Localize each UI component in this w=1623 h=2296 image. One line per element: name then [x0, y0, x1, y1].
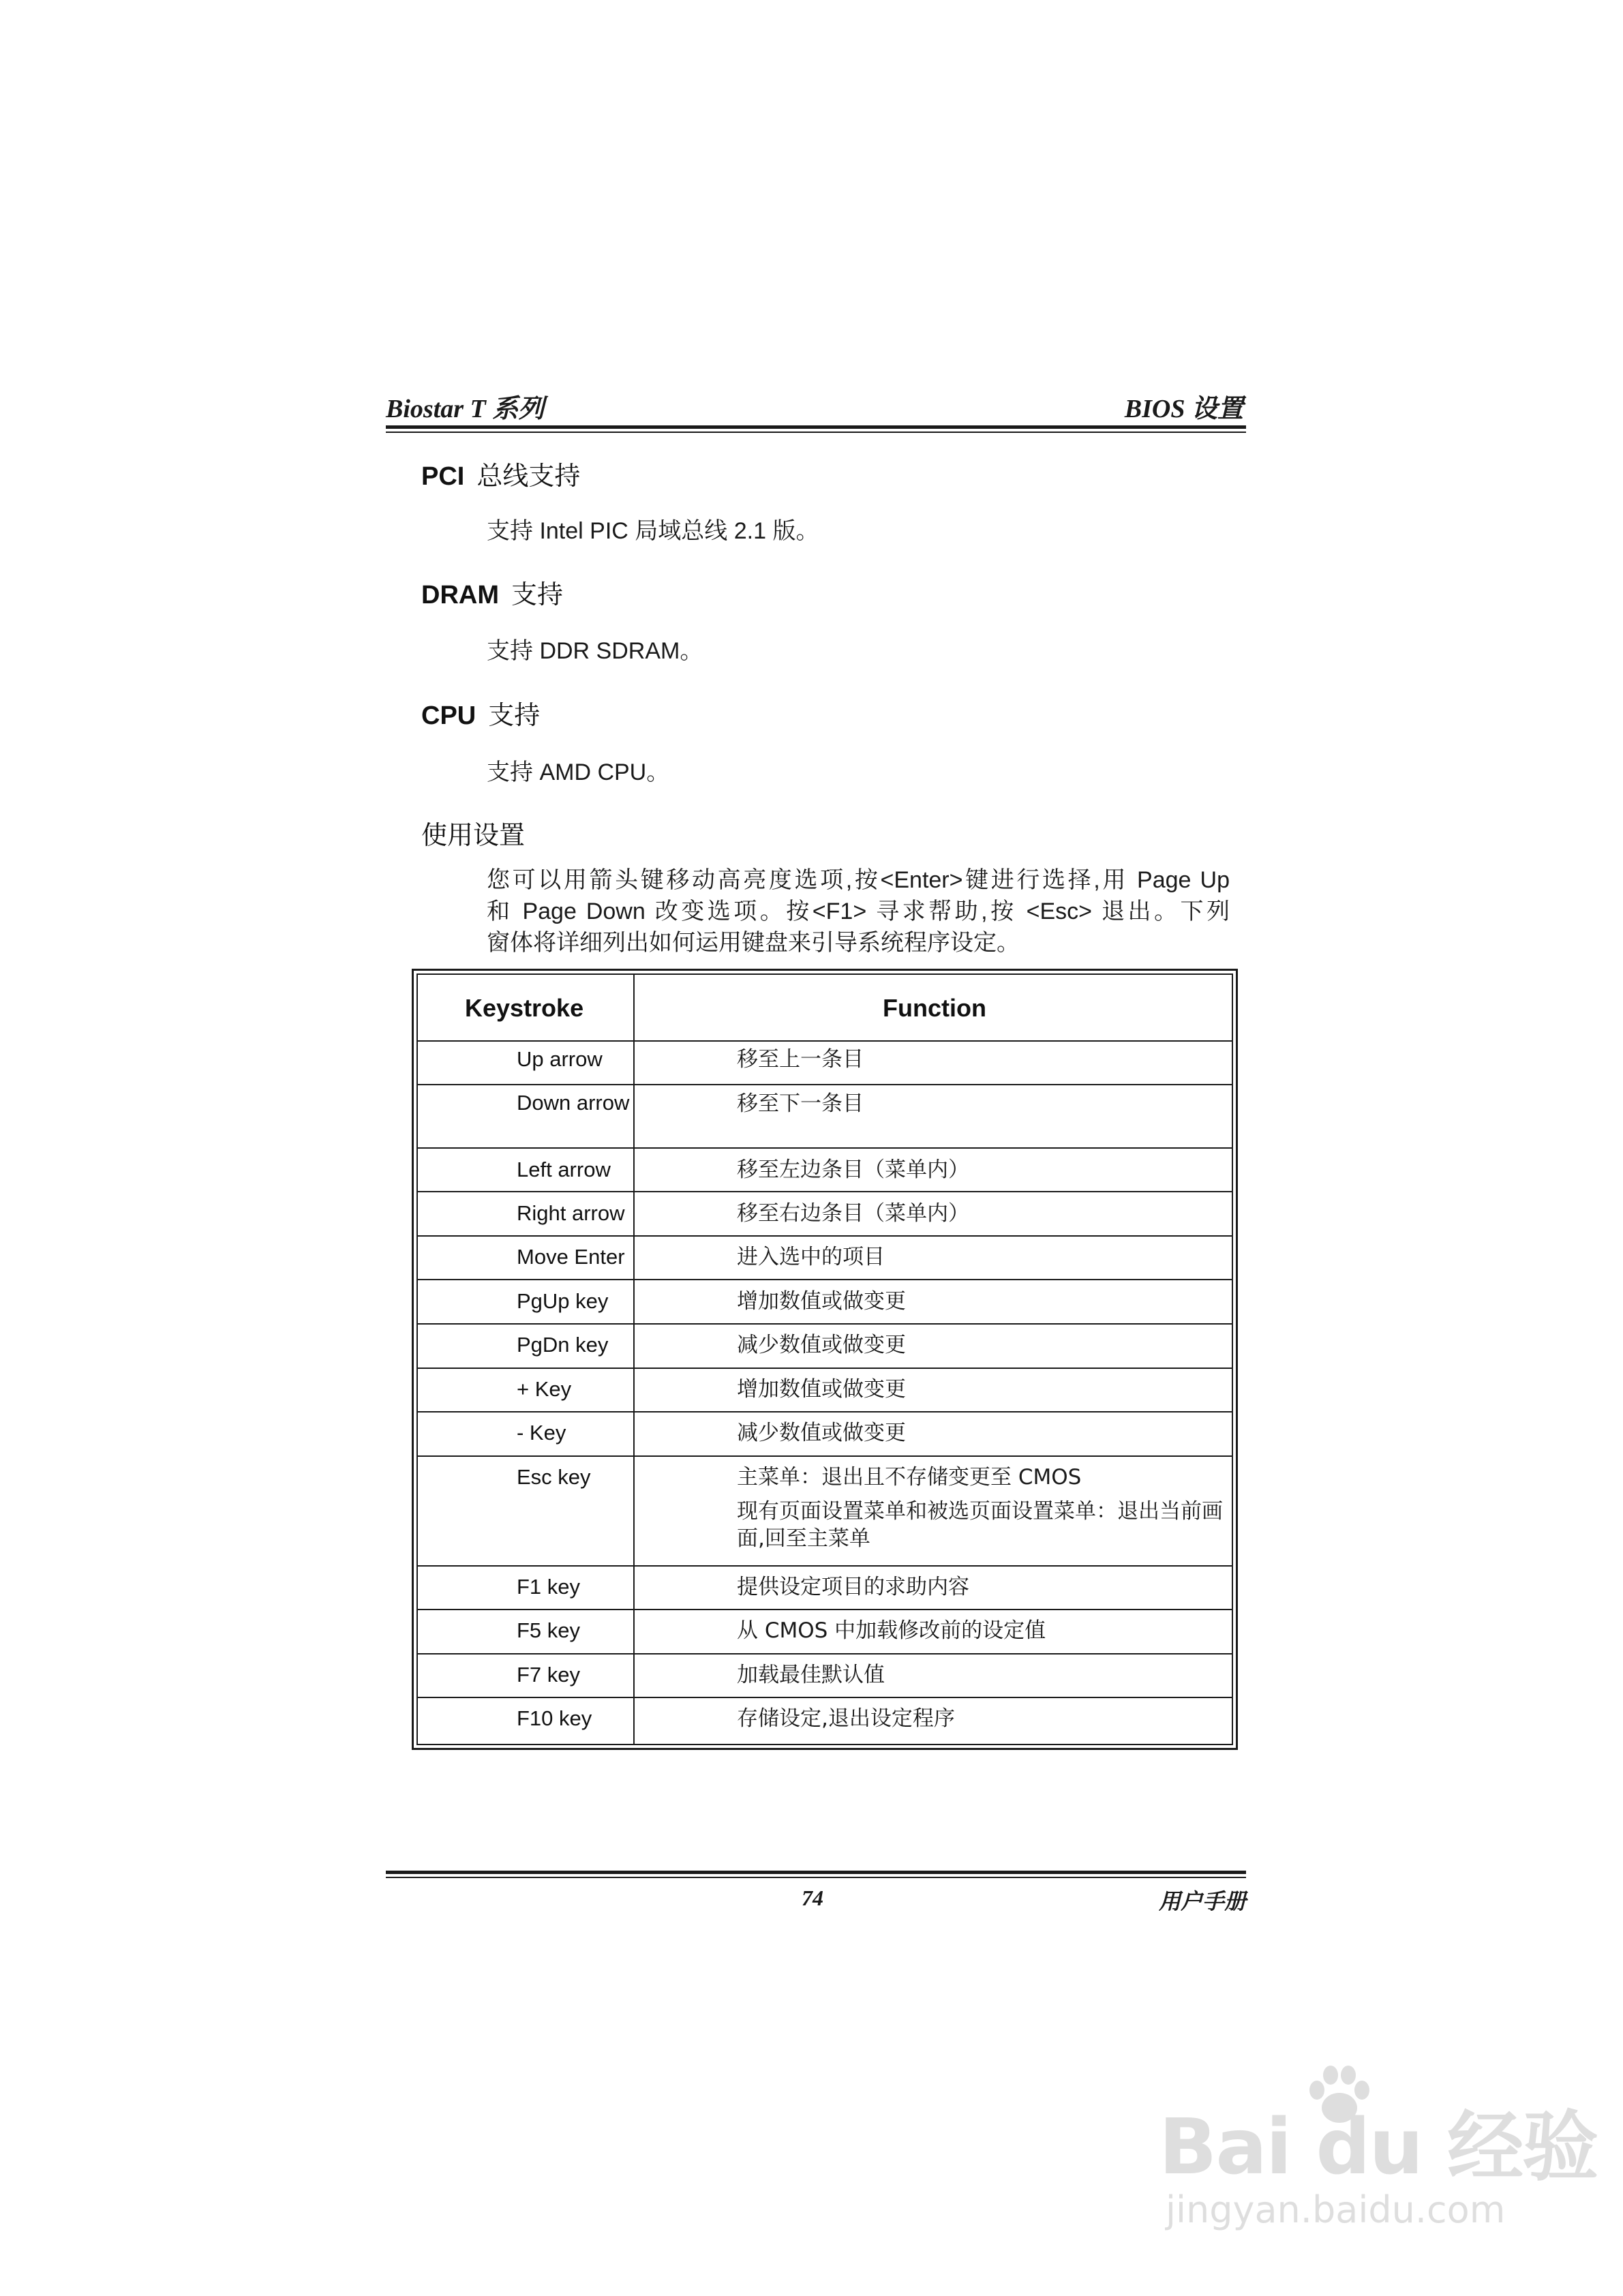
function-line: 减少数值或做变更	[737, 1333, 906, 1357]
section-heading-pci-zh: 总线支持	[476, 461, 581, 491]
section-heading-pci-en: PCI	[421, 462, 465, 491]
function-line: 从 CMOS 中加载修改前的设定值	[737, 1618, 1046, 1643]
table-cell-function	[737, 1286, 1232, 1316]
table-row-divider	[416, 1609, 1233, 1610]
table-cell-keystroke: Down arrow	[517, 1091, 630, 1115]
table-cell-keystroke: PgDn key	[517, 1333, 609, 1357]
table-cell-function	[737, 1330, 1232, 1360]
page-number: 74	[802, 1886, 823, 1910]
table-row-divider	[416, 1084, 1233, 1085]
function-line: 增加数值或做变更	[737, 1289, 906, 1314]
header-product-series: Biostar T 系列	[386, 395, 545, 423]
table-row-divider	[416, 1235, 1233, 1237]
footer-rule-thick	[386, 1871, 1246, 1874]
function-line: 加载最佳默认值	[737, 1663, 885, 1687]
function-line: 面,回至主菜单	[737, 1526, 870, 1551]
section-heading-cpu	[421, 694, 540, 731]
table-cell-function	[737, 1044, 1232, 1074]
table-row-divider	[416, 1147, 1233, 1149]
table-column-divider	[633, 973, 635, 1745]
section-heading-pci	[421, 455, 580, 492]
header-rule-thin	[386, 432, 1246, 433]
watermark-url: jingyan.baidu.com	[1166, 2188, 1506, 2231]
table-header-function: Function	[883, 994, 986, 1022]
usage-paragraph-line: 和 Page Down 改变选项。按<F1> 寻求帮助,按 <Esc> 退出。下列	[487, 898, 1230, 924]
section-heading-cpu-zh: 支持	[488, 700, 541, 730]
function-line: 移至下一条目	[737, 1091, 864, 1116]
table-cell-function	[737, 1418, 1232, 1448]
table-cell-keystroke: F5 key	[517, 1618, 581, 1642]
table-cell-function	[737, 1089, 1232, 1119]
table-cell-function	[737, 1462, 1232, 1552]
footer-manual-title: 用户手册	[1158, 1888, 1246, 1914]
section-body-pci: 支持 Intel PIC 局域总线 2.1 版。	[487, 518, 819, 544]
table-cell-keystroke: Right arrow	[517, 1201, 625, 1225]
table-cell-keystroke: Up arrow	[517, 1047, 603, 1071]
table-cell-keystroke: PgUp key	[517, 1289, 609, 1313]
section-heading-usage-zh: 使用设置	[421, 820, 526, 850]
watermark-brand: Bai du 经验	[1159, 2103, 1598, 2192]
header-chapter-title: BIOS 设置	[1124, 395, 1243, 423]
function-line: 主菜单：退出且不存储变更至 CMOS	[737, 1465, 1082, 1490]
header-rule-thick	[386, 425, 1246, 429]
table-cell-function	[737, 1704, 1232, 1734]
usage-paragraph	[487, 864, 1230, 958]
function-line: 移至上一条目	[737, 1047, 864, 1072]
usage-paragraph-line: 窗体将详细列出如何运用键盘来引导系统程序设定。	[487, 930, 1020, 956]
function-line: 减少数值或做变更	[737, 1421, 906, 1445]
function-line: 提供设定项目的求助内容	[737, 1575, 969, 1599]
table-cell-keystroke: Left arrow	[517, 1158, 611, 1181]
table-cell-keystroke: Move Enter	[517, 1245, 625, 1269]
table-row-divider	[416, 1455, 1233, 1457]
table-cell-function	[737, 1374, 1232, 1404]
section-heading-cpu-en: CPU	[421, 701, 476, 730]
table-cell-keystroke: + Key	[517, 1377, 572, 1401]
table-cell-function	[737, 1198, 1232, 1228]
table-row-divider	[416, 1368, 1233, 1369]
usage-paragraph-line: 您可以用箭头键移动高亮度选项,按<Enter>键进行选择,用 Page Up	[487, 867, 1230, 893]
footer-rule-thin	[386, 1877, 1246, 1878]
table-row-divider	[416, 1565, 1233, 1567]
section-body-cpu: 支持 AMD CPU。	[487, 759, 670, 785]
function-line: 现有页面设置菜单和被选页面设置菜单：退出当前画	[737, 1499, 1223, 1524]
table-row-divider	[416, 1653, 1233, 1655]
table-cell-keystroke: - Key	[517, 1421, 566, 1445]
table-cell-function	[737, 1572, 1232, 1602]
function-line: 增加数值或做变更	[737, 1377, 906, 1402]
table-cell-keystroke: F7 key	[517, 1663, 581, 1687]
table-cell-function	[737, 1155, 1232, 1185]
table-row-divider	[416, 1191, 1233, 1192]
table-row-divider	[416, 1323, 1233, 1325]
section-heading-dram	[421, 573, 563, 611]
table-cell-keystroke: Esc key	[517, 1465, 591, 1489]
table-cell-keystroke: F1 key	[517, 1575, 581, 1599]
section-heading-usage	[421, 814, 525, 851]
section-heading-dram-en: DRAM	[421, 581, 499, 609]
table-row-divider	[416, 1279, 1233, 1280]
table-cell-function	[737, 1242, 1232, 1272]
table-cell-function	[737, 1616, 1232, 1646]
function-line: 移至左边条目（菜单内）	[737, 1158, 969, 1182]
table-row-divider	[416, 1040, 1233, 1042]
table-row-divider	[416, 1697, 1233, 1698]
table-cell-function	[737, 1660, 1232, 1690]
section-body-dram: 支持 DDR SDRAM。	[487, 638, 703, 664]
table-header-keystroke: Keystroke	[465, 994, 584, 1022]
section-heading-dram-zh: 支持	[511, 579, 563, 609]
function-line: 进入选中的项目	[737, 1245, 885, 1269]
page-header	[386, 387, 1246, 424]
baidu-jingyan-watermark	[1159, 2059, 1598, 2243]
table-cell-keystroke: F10 key	[517, 1706, 592, 1730]
function-line: 存储设定,退出设定程序	[737, 1706, 955, 1731]
function-line: 移至右边条目（菜单内）	[737, 1201, 969, 1226]
table-row-divider	[416, 1411, 1233, 1413]
